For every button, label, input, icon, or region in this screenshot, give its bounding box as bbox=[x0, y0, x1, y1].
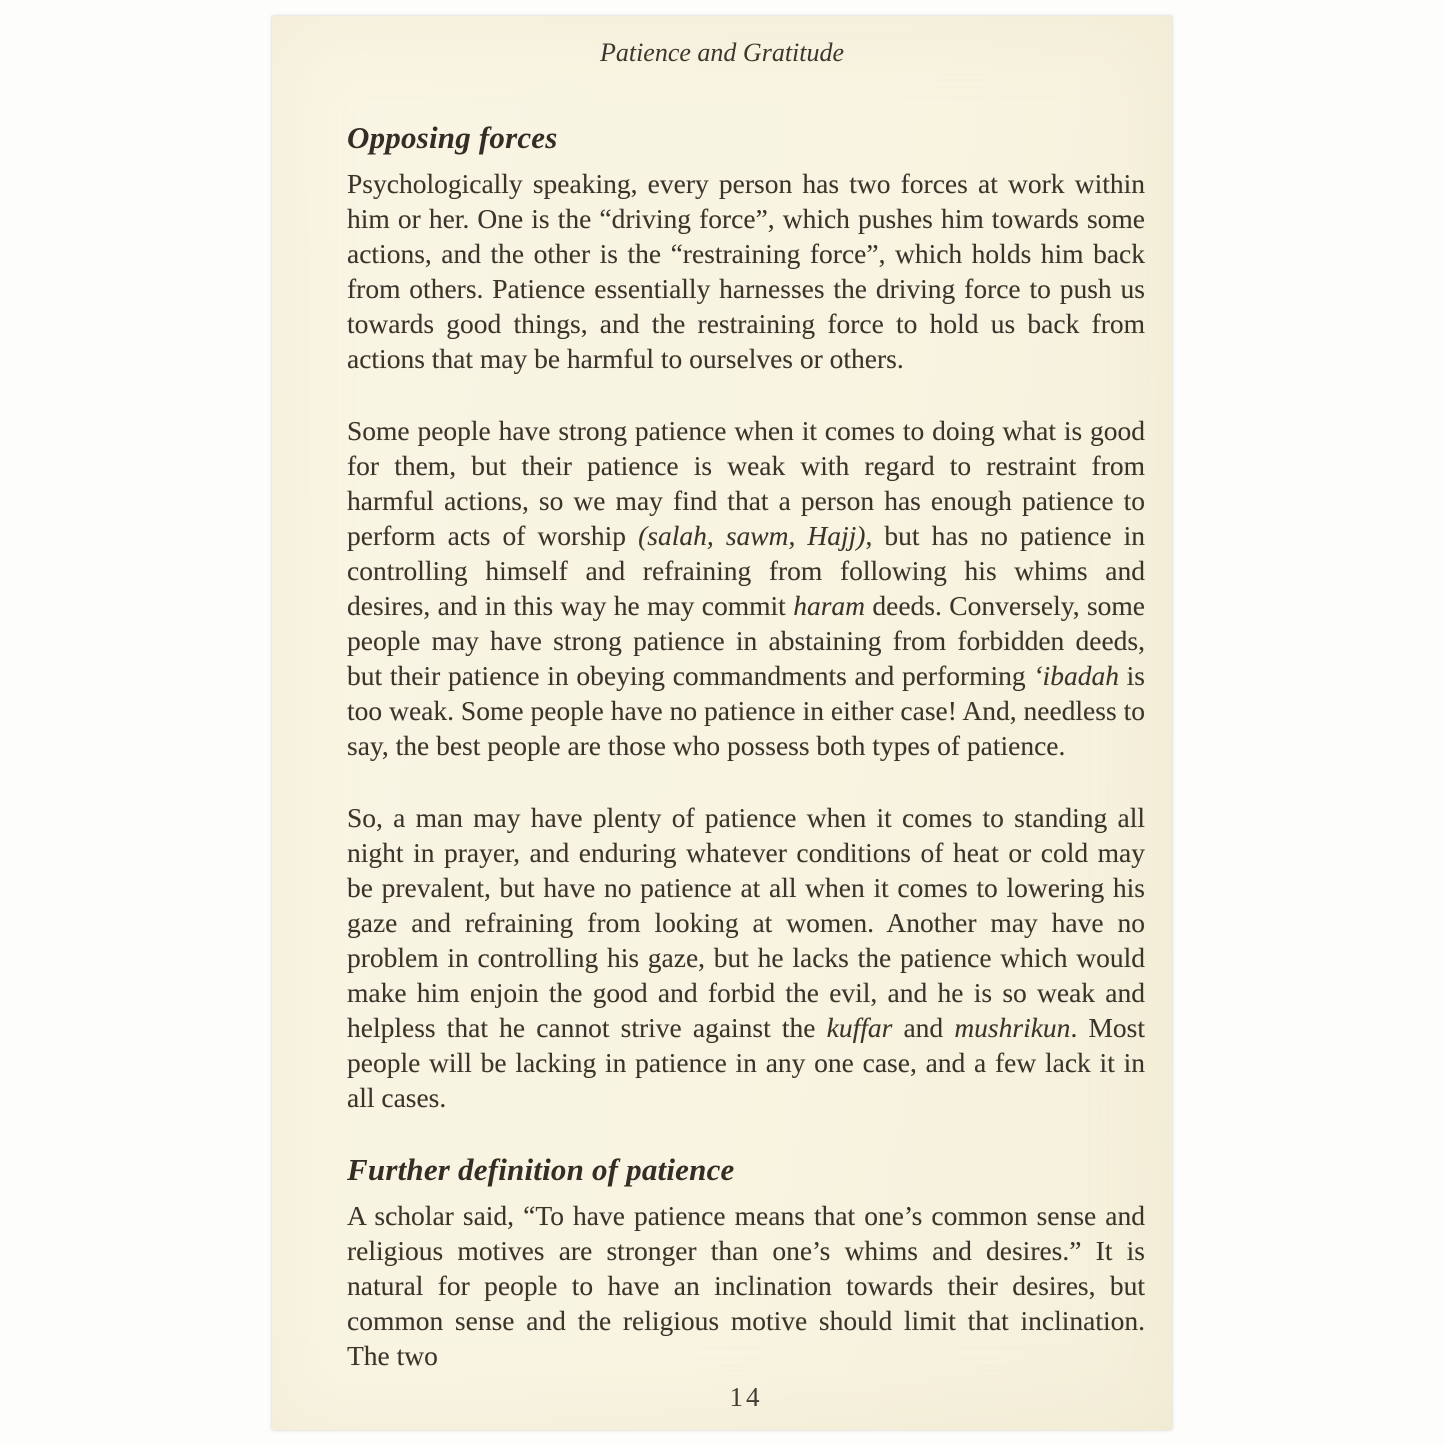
section-heading-further-definition: Further definition of patience bbox=[347, 1152, 735, 1187]
book-page bbox=[272, 16, 1172, 1430]
section-heading-opposing-forces: Opposing forces bbox=[347, 120, 558, 155]
paragraph-opposing-forces-3: So, a man may have plenty of patience when it comes to standing all night in prayer, and enduring whatever conditions of heat or cold may be prevalent, but have no patience at all when it comes to lowering his gaze and refraining from looking at women. Another may have no problem in controlling his gaze, but he lacks the patience which would make him enjoin the good and forbid the evil, and he is so weak and helpless that he cannot strive against the kuffar and mushrikun. Most people will be lacking in patience in any one case, and a few lack it in all cases. bbox=[347, 802, 1145, 1113]
running-header: Patience and Gratitude bbox=[599, 38, 845, 67]
paragraph-opposing-forces-2: Some people have strong patience when it comes to doing what is good for them, but their patience is weak with regard to restraint from harmful actions, so we may find that a person has enough patience to perform acts of worship (salah, sawm, Hajj), but has no patience in controlling himself and refraining from following his whims and desires, and in this way he may commit haram deeds. Conversely, some people may have strong patience in abstaining from forbidden deeds, but their patience in obeying commandments and performing ‘ibadah is too weak. Some people have no patience in either case! And, needless to say, the best people are those who possess both types of patience. bbox=[347, 415, 1146, 761]
page-content bbox=[272, 120, 1172, 1373]
page-number: 14 bbox=[729, 1382, 763, 1412]
paragraph-opposing-forces-1: Psychologically speaking, every person has two forces at work within him or her. One is the “driving force”, which pushes him towards some actions, and the other is the “restraining force”, which holds him back from others. Patience essentially harnesses the driving force to push us towards good things, and the restraining force to hold us back from actions that may be harmful to ourselves or others. bbox=[347, 168, 1145, 374]
paragraph-further-definition-1: A scholar said, “To have patience means that one’s common sense and religious motives are stronger than one’s whims and desires.” It is natural for people to have an inclination towards their desires, but common sense and the religious motive should limit that inclination. The two bbox=[347, 1200, 1145, 1371]
